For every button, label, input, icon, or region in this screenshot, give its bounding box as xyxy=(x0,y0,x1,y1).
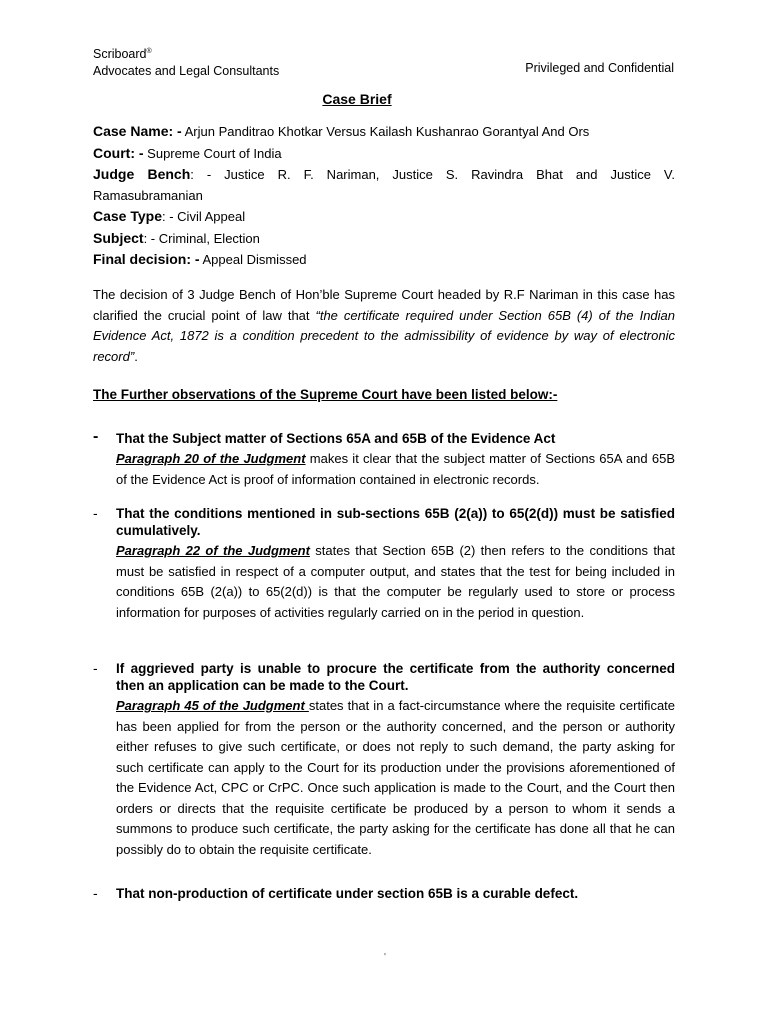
observation-text: Paragraph 20 of the Judgment makes it clear that the subject matter of Sections 65A and 65B of the Evidence Act is proof of information contained in electronic records. xyxy=(116,451,675,487)
registered-mark: ® xyxy=(146,48,152,55)
observation-item xyxy=(93,660,675,860)
document-title: Case Brief xyxy=(322,91,392,107)
case-info xyxy=(93,121,675,271)
confidentiality-label: Privileged and Confidential xyxy=(525,61,674,75)
observation-heading: That the conditions mentioned in sub-sections 65B (2(a)) to 65(2(d)) must be satisfied cumulatively. xyxy=(116,506,675,538)
intro-paragraph: The decision of 3 Judge Bench of Hon’ble Supreme Court headed by R.F Nariman in this case has clarified the crucial point of law that “the certificate required under Section 65B (4) of the Indian Evidence Act, 1872 is a condition precedent to the admissibility of evidence by way of electronic record”. xyxy=(93,287,676,364)
page-mark: ' xyxy=(384,952,386,963)
case-type-row: Case Type: - Civil Appeal xyxy=(93,208,246,224)
list-dash: - xyxy=(93,428,99,445)
subject-row: Subject: - Criminal, Election xyxy=(93,229,260,246)
paragraph-reference: Paragraph 22 of the Judgment xyxy=(116,543,310,558)
judge-bench-row-cont: Ramasubramanian xyxy=(93,187,203,203)
list-dash: - xyxy=(93,660,98,676)
observation-heading: That non-production of certificate under section 65B is a curable defect. xyxy=(116,886,579,901)
observation-heading: That the Subject matter of Sections 65A and 65B of the Evidence Act xyxy=(116,431,556,446)
observation-item xyxy=(93,430,675,490)
case-name-row: Case Name: - Arjun Panditrao Khotkar Versus Kailash Kushanrao Gorantyal And Ors xyxy=(93,123,590,139)
intro-quote: “the certificate required under Section 65B (4) of the Indian Evidence Act, 1872 is a condition precedent to the admissibility of evidence by way of electronic record” xyxy=(93,307,676,364)
observations-heading: The Further observations of the Supreme Court have been listed below:- xyxy=(93,387,558,402)
firm-tagline: Advocates and Legal Consultants xyxy=(93,64,280,79)
court-row: Court: - Supreme Court of India xyxy=(93,144,282,161)
observation-text: Paragraph 45 of the Judgment states that in a fact-circumstance where the requisite certificate has been applied for from the person or the authority concerned, and the person or authority either refuses to give such certificate, or does not reply to such demand, the party asking for such certificate can apply to the Court for its production under the provisions aforementioned of the Evidence Act, CPC or CrPC. Once such application is made to the Court, and the Court then orders or directs that the requisite certificate be produced by a person to whom it sends a summons to produce such certificate, the party asking for the certificate has done all that he can possibly do to obtain the requisite certificate. xyxy=(116,698,676,857)
paragraph-reference: Paragraph 20 of the Judgment xyxy=(116,451,306,466)
judge-bench-row: Judge Bench: - Justice R. F. Nariman, Justice S. Ravindra Bhat and Justice V. xyxy=(93,166,676,182)
observation-heading: If aggrieved party is unable to procure the certificate from the authority concerned then an application can be made to the Court. xyxy=(116,661,675,693)
list-dash: - xyxy=(93,505,98,521)
observation-item xyxy=(93,505,675,623)
observation-item xyxy=(93,885,675,904)
observation-text: Paragraph 22 of the Judgment states that Section 65B (2) then refers to the conditions that must be satisfied in respect of a computer output, and states that the test for being included in conditions 65B (2(a)) to 65(2(d)) is that the computer be regularly used to store or process information for purposes of activities regularly carried on in the period in question. xyxy=(116,543,675,620)
firm-name: Scriboard® xyxy=(93,47,152,62)
list-dash: - xyxy=(93,885,98,901)
firm-header xyxy=(93,43,279,80)
final-decision-row: Final decision: - Appeal Dismissed xyxy=(93,251,307,267)
paragraph-reference: Paragraph 45 of the Judgment xyxy=(116,698,309,713)
